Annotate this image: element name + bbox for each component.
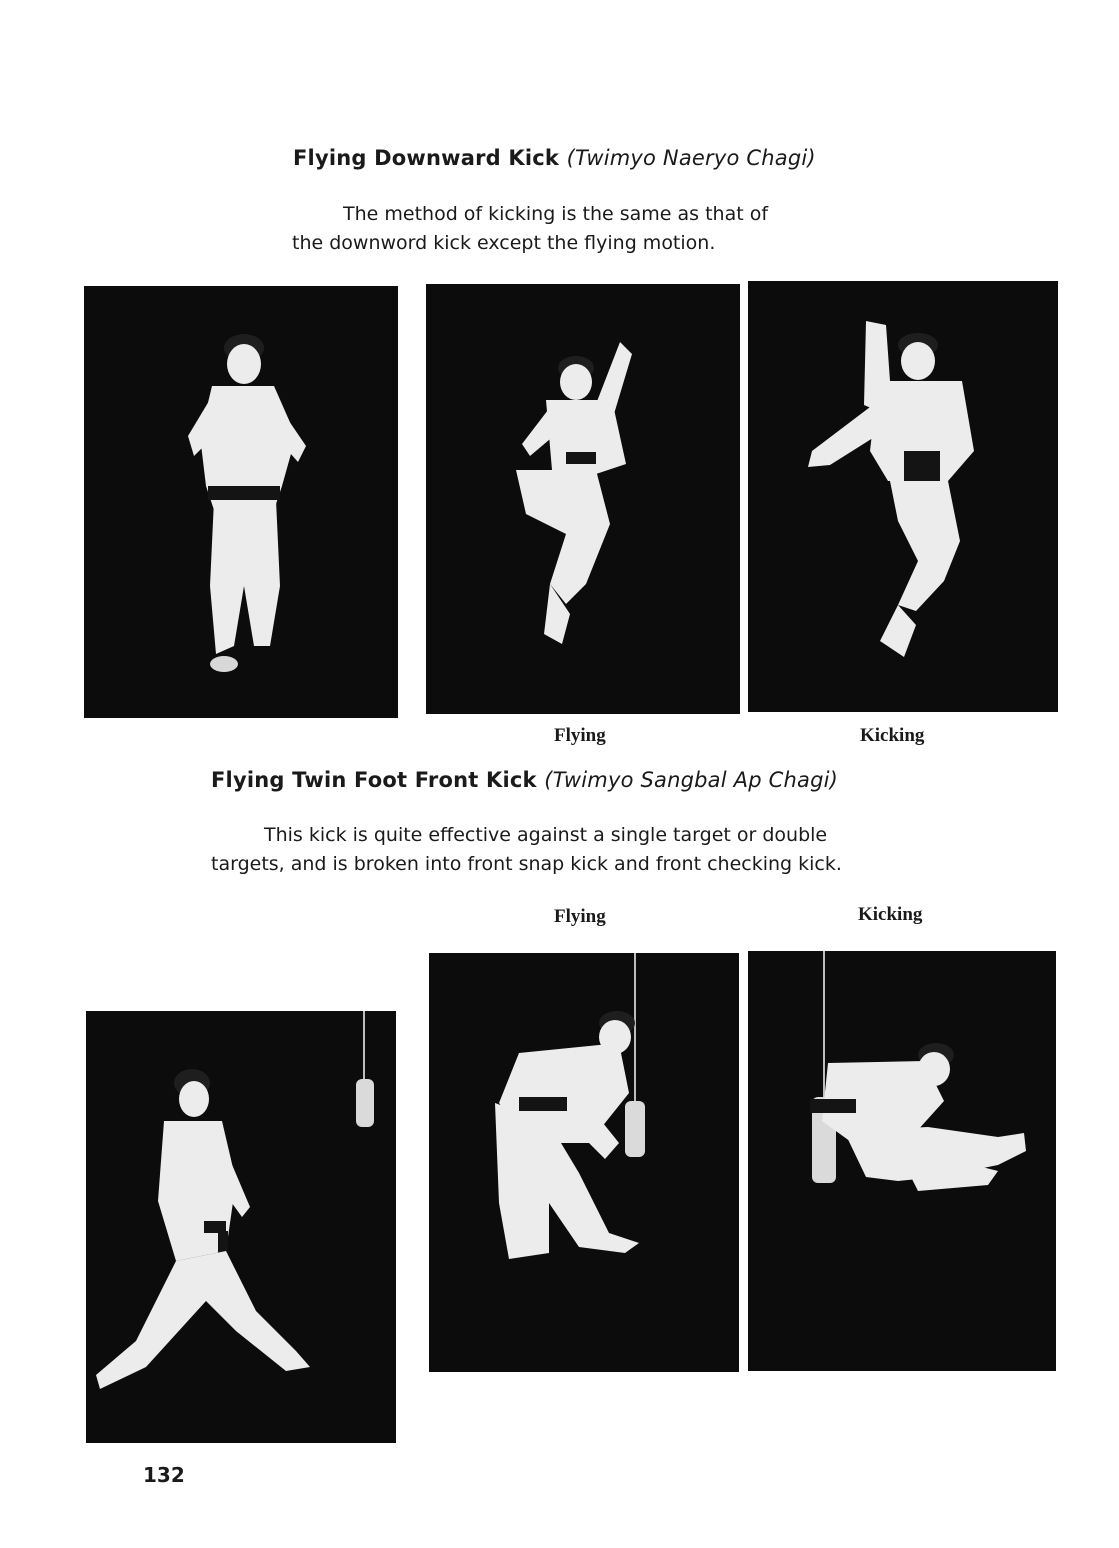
section1-body-line-1: The method of kicking is the same as that of — [343, 203, 769, 225]
section2-caption-kicking: Kicking — [858, 904, 923, 925]
section1-title: Flying Downward Kick — [293, 146, 560, 170]
photo-twin-foot-flying — [429, 953, 739, 1372]
section2-body-line-2: targets, and is broken into front snap kick and front checking kick. — [211, 853, 842, 875]
section1-caption-flying: Flying — [554, 725, 606, 746]
section2-body-line-1: This kick is quite effective against a single target or double — [264, 824, 828, 846]
section2-title: Flying Twin Foot Front Kick — [211, 768, 537, 792]
photo-downward-kicking — [748, 281, 1058, 712]
photo-twin-foot-stance — [86, 1011, 396, 1443]
section1-body-line-2: the downword kick except the flying motion. — [292, 232, 716, 254]
photo-downward-stance — [84, 286, 398, 718]
photo-downward-flying — [426, 284, 740, 714]
section1-heading — [293, 146, 816, 170]
section2-subtitle: (Twimyo Sangbal Ap Chagi) — [544, 768, 839, 792]
section2-caption-flying: Flying — [554, 906, 606, 927]
section1-caption-kicking: Kicking — [860, 725, 925, 746]
section1-subtitle: (Twimyo Naeryo Chagi) — [566, 146, 816, 170]
photo-twin-foot-kicking — [748, 951, 1056, 1371]
section2-heading — [211, 768, 838, 792]
page-number: 132 — [143, 1463, 185, 1487]
